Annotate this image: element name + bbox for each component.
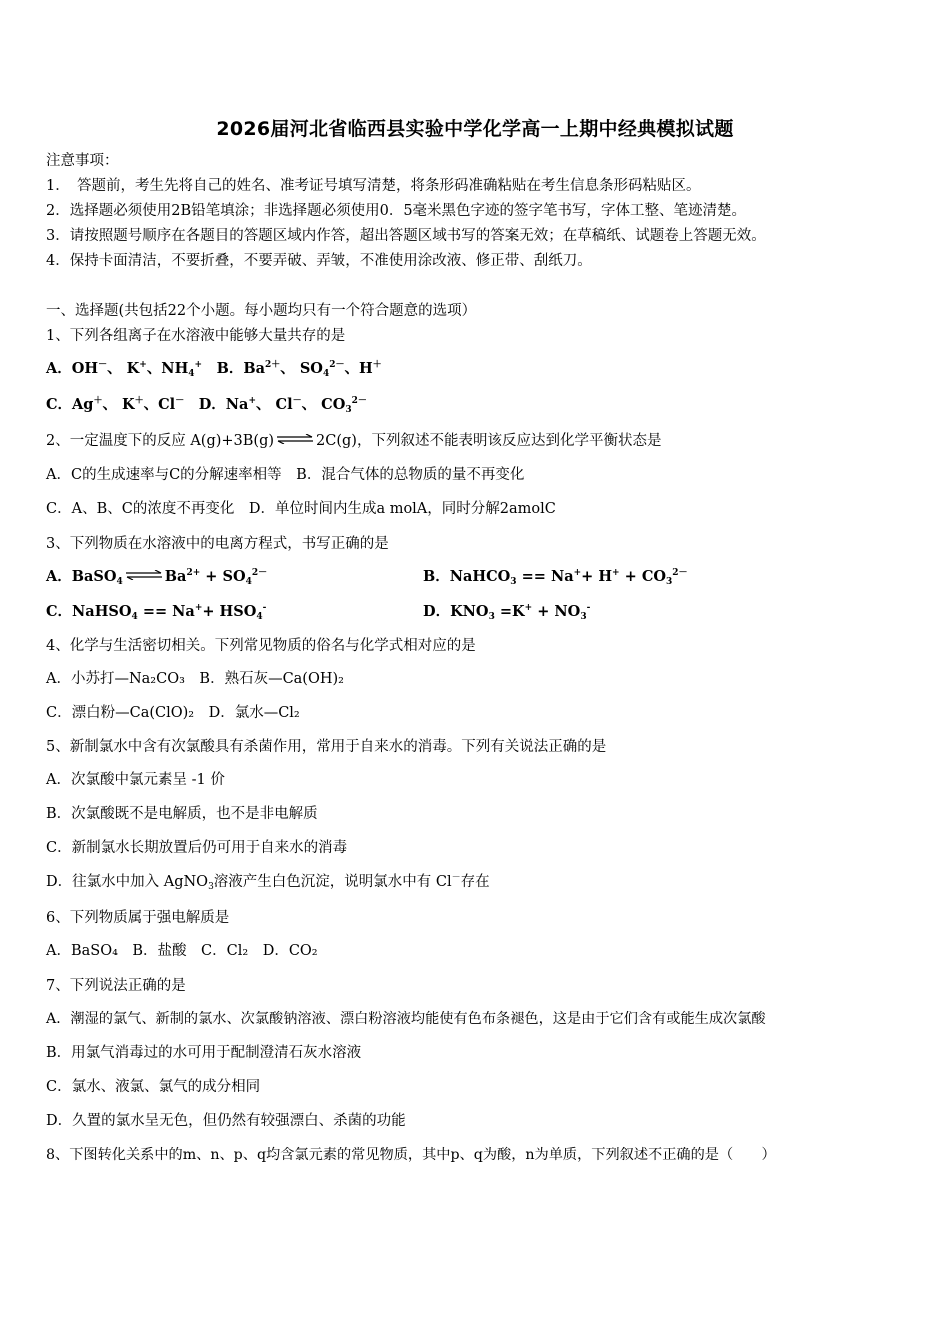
page-title: 2026届河北省临西县实验中学化学高一上期中经典模拟试题 (216, 118, 734, 140)
question-3-options-ab: A．BaSO$_4$ $Ba^{2+} + SO_4^{2-}$ B．NaHCO$_3$ == $Na^++ H^+ + CO_3^{2-}$ (46, 568, 688, 587)
question-2-options-cd: C．A、B、C的浓度不再变化 D．单位时间内生成a molA，同时分解2amolC (46, 501, 556, 517)
question-4-options-cd: C．漂白粉—Ca(ClO)₂ D．氯水—Cl₂ (46, 705, 300, 721)
question-6-stem: 6、下列物质属于强电解质是 (46, 910, 230, 926)
question-4-stem: 4、化学与生活密切相关。下列常见物质的俗名与化学式相对应的是 (46, 638, 476, 654)
question-8-stem: 8、下图转化关系中的m、n、p、q均含氯元素的常见物质，其中p、q为酸，n为单质，下列叙述不正确的是（ ） (46, 1147, 776, 1163)
question-5-option-a: A．次氯酸中氯元素呈 -1 价 (46, 772, 225, 788)
question-7-option-b: B．用氯气消毒过的水可用于配制澄清石灰水溶液 (46, 1045, 362, 1061)
question-2-options-ab: A．C的生成速率与C的分解速率相等 B．混合气体的总物质的量不再变化 (46, 467, 525, 483)
section-heading: 一、选择题(共包括22个小题。每小题均只有一个符合题意的选项） (46, 303, 477, 319)
question-7-stem: 7、下列说法正确的是 (46, 978, 186, 994)
question-5-stem: 5、新制氯水中含有次氯酸具有杀菌作用，常用于自来水的消毒。下列有关说法正确的是 (46, 739, 607, 755)
question-7-option-a: A．潮湿的氯气、新制的氯水、次氯酸钠溶液、漂白粉溶液均能使有色布条褪色，这是由于它们含有或能生成次氯酸 (46, 1011, 766, 1027)
reversible-arrow-icon (125, 570, 163, 580)
notice-item: 2．选择题必须使用2B铅笔填涂；非选择题必须使用0．5毫米黑色字迹的签字笔书写，字体工整、笔迹清楚。 (46, 203, 747, 219)
question-2-stem: 2、一定温度下的反应 A(g)+3B(g) 2C(g)，下列叙述不能表明该反应达到化学平衡状态是 (46, 433, 662, 449)
question-7-option-d: D．久置的氯水呈无色，但仍然有较强漂白、杀菌的功能 (46, 1113, 406, 1129)
question-1-stem: 1、下列各组离子在水溶液中能够大量共存的是 (46, 328, 346, 344)
question-7-option-c: C．氯水、液氯、氯气的成分相同 (46, 1079, 261, 1095)
notice-item: 3．请按照题号顺序在各题目的答题区域内作答，超出答题区域书写的答案无效；在草稿纸、试题卷上答题无效。 (46, 228, 766, 244)
question-5-option-d: D．往氯水中加入 AgNO$_3$溶液产生白色沉淀，说明氯水中有 Cl－存在 (46, 873, 490, 892)
question-5-option-b: B．次氯酸既不是电解质，也不是非电解质 (46, 806, 318, 822)
notice-item: 4．保持卡面清洁，不要折叠，不要弄破、弄皱，不准使用涂改液、修正带、刮纸刀。 (46, 253, 592, 269)
question-5-option-c: C．新制氯水长期放置后仍可用于自来水的消毒 (46, 840, 348, 856)
question-4-options-ab: A．小苏打—Na₂CO₃ B．熟石灰—Ca(OH)₂ (46, 671, 344, 687)
question-3-stem: 3、下列物质在水溶液中的电离方程式，书写正确的是 (46, 536, 389, 552)
notice-item: 1． 答题前，考生先将自己的姓名、准考证号填写清楚，将条形码准确粘贴在考生信息条形码粘贴区。 (46, 178, 701, 194)
question-6-options: A．BaSO₄ B．盐酸 C．Cl₂ D．CO₂ (46, 943, 318, 959)
question-3-options-cd: C．NaHSO$_4$ == $Na^++ HSO_4^-$ D．$KNO_3 =K^+ + NO_3^-$ (46, 603, 591, 622)
question-1-options-cd: C．Ag＋、 K＋、Cl－ D．Na+、 Cl－、 $CO_3^{2-}$ (46, 396, 367, 415)
question-1-options-ab: A．OH－、 K+、$NH_4^+$ B．$Ba^{2+}$、 $SO_4^{2-}$、H＋ (46, 360, 382, 379)
reversible-arrow-icon (276, 434, 314, 444)
notice-heading: 注意事项： (46, 153, 119, 169)
